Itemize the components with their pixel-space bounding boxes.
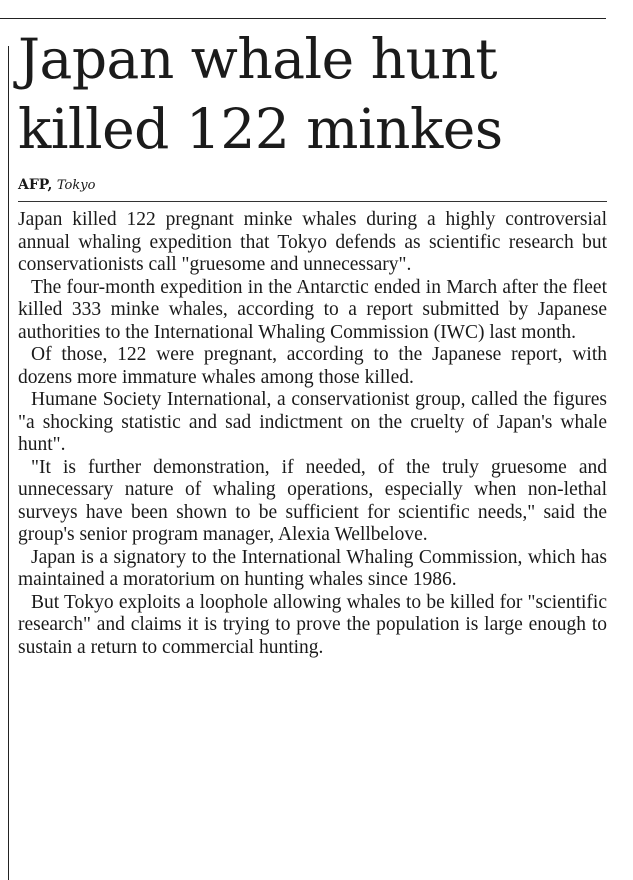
article	[18, 24, 607, 659]
paragraph: But Tokyo exploits a loophole allowing whales to be killed for "scientific research" and claims it is trying to prove the population is large enough to sustain a return to commercial hunting.	[18, 591, 607, 658]
headline-line-2: killed 122 minkes	[18, 97, 503, 161]
headline	[18, 24, 607, 164]
paragraph: Japan killed 122 pregnant minke whales during a highly controversial annual whaling expedition that Tokyo defends as scientific research but conservationists call "gruesome and unnecessary".	[18, 209, 607, 275]
paragraph: Of those, 122 were pregnant, according to the Japanese report, with dozens more immature whales among those killed.	[18, 344, 607, 388]
byline-agency: AFP,	[18, 177, 53, 193]
byline	[18, 175, 607, 195]
article-body	[18, 209, 607, 659]
top-rule	[0, 18, 606, 19]
paragraph: Japan is a signatory to the International Whaling Commission, which has maintained a moratorium on hunting whales since 1986.	[18, 546, 607, 590]
paragraph: "It is further demonstration, if needed, of the truly gruesome and unnecessary nature of whaling operations, especially when non-lethal surveys have been shown to be sufficient for scientific needs," said the group's senior program manager, Alexia Wellbelove.	[18, 456, 607, 545]
headline-line-1: Japan whale hunt	[18, 27, 498, 91]
paragraph: The four-month expedition in the Antarctic ended in March after the fleet killed 333 minke whales, according to a report submitted by Japanese authorities to the International Whaling Commission (IWC) last month.	[18, 276, 607, 343]
paragraph: Humane Society International, a conservationist group, called the figures "a shocking statistic and sad indictment on the cruelty of Japan's whale hunt".	[18, 389, 607, 455]
byline-rule	[18, 201, 607, 202]
byline-place: Tokyo	[56, 178, 96, 193]
column-divider	[8, 46, 9, 880]
